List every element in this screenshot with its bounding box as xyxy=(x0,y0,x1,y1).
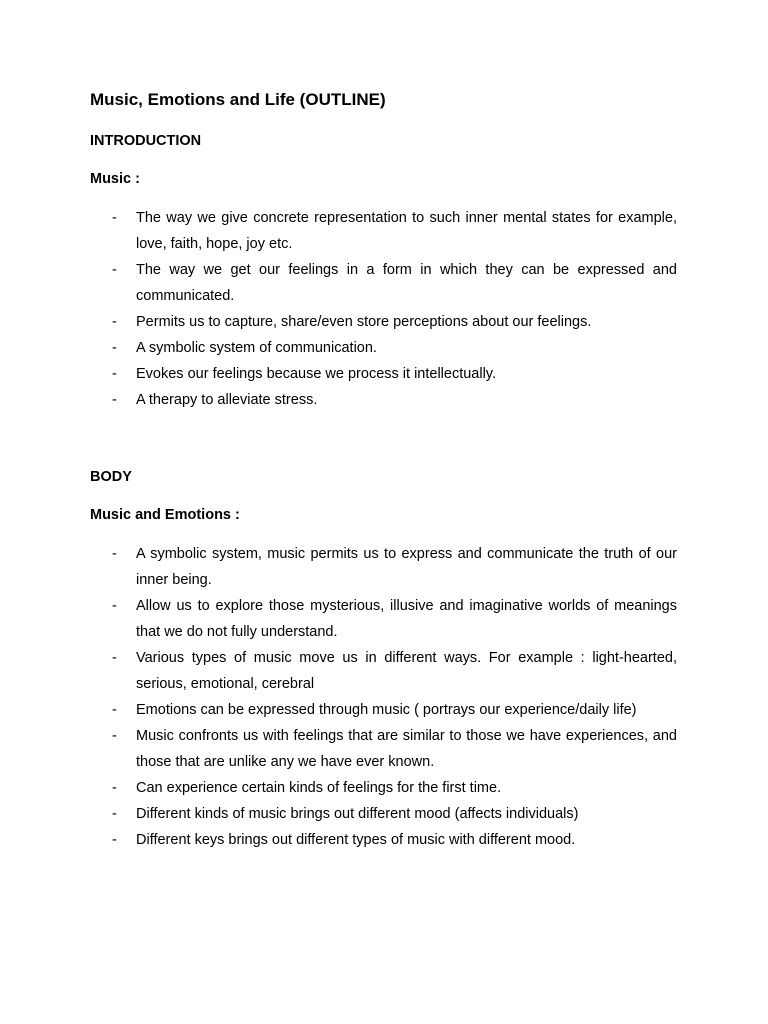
music-and-emotions-subheading: Music and Emotions : xyxy=(90,507,240,523)
list-item-text: Music confronts us with feelings that are similar to those we have experiences, and those that are unlike any we have ever known. xyxy=(136,728,677,770)
bullet-dash: - xyxy=(112,262,117,278)
list-item-text: Allow us to explore those mysterious, illusive and imaginative worlds of meanings that we do not fully understand. xyxy=(136,598,677,640)
bullet-dash: - xyxy=(112,314,117,330)
list-item-text: Different keys brings out different types of music with different mood. xyxy=(136,832,576,848)
bullet-dash: - xyxy=(112,650,117,666)
list-item xyxy=(0,593,768,645)
bullet-dash: - xyxy=(112,832,117,848)
list-item xyxy=(0,387,768,413)
list-item-text: Emotions can be expressed through music ( portrays our experience/daily life) xyxy=(136,702,637,718)
list-item xyxy=(0,205,768,257)
list-item xyxy=(0,723,768,775)
music-subheading: Music : xyxy=(90,171,140,187)
list-item xyxy=(0,335,768,361)
introduction-heading: INTRODUCTION xyxy=(90,133,202,149)
list-item-text: Evokes our feelings because we process it intellectually. xyxy=(136,366,497,382)
bullet-dash: - xyxy=(112,806,117,822)
list-item-text: Various types of music move us in different ways. For example : light-hearted, serious, emotional, cerebral xyxy=(136,650,677,692)
bullet-dash: - xyxy=(112,728,117,744)
bullet-dash: - xyxy=(112,546,117,562)
bullet-dash: - xyxy=(112,598,117,614)
body-list xyxy=(0,541,768,853)
list-item-text: The way we give concrete representation to such inner mental states for example, love, faith, hope, joy etc. xyxy=(136,210,677,252)
list-item-text: The way we get our feelings in a form in which they can be expressed and communicated. xyxy=(136,262,677,304)
document-title: Music, Emotions and Life (OUTLINE) xyxy=(90,90,386,109)
list-item-text: A therapy to alleviate stress. xyxy=(136,392,318,408)
list-item xyxy=(0,697,768,723)
introduction-list xyxy=(0,205,768,413)
list-item-text: Permits us to capture, share/even store perceptions about our feelings. xyxy=(136,314,592,330)
bullet-dash: - xyxy=(112,340,117,356)
list-item xyxy=(0,801,768,827)
bullet-dash: - xyxy=(112,210,117,226)
list-item xyxy=(0,309,768,335)
list-item-text: Can experience certain kinds of feelings for the first time. xyxy=(136,780,502,796)
list-item xyxy=(0,645,768,697)
bullet-dash: - xyxy=(112,392,117,408)
list-item xyxy=(0,541,768,593)
list-item-text: A symbolic system, music permits us to express and communicate the truth of our inner being. xyxy=(136,546,677,588)
list-item-text: Different kinds of music brings out different mood (affects individuals) xyxy=(136,806,579,822)
list-item-text: A symbolic system of communication. xyxy=(136,340,377,356)
body-heading: BODY xyxy=(90,469,132,485)
list-item xyxy=(0,361,768,387)
bullet-dash: - xyxy=(112,366,117,382)
list-item xyxy=(0,775,768,801)
bullet-dash: - xyxy=(112,702,117,718)
list-item xyxy=(0,827,768,853)
bullet-dash: - xyxy=(112,780,117,796)
list-item xyxy=(0,257,768,309)
